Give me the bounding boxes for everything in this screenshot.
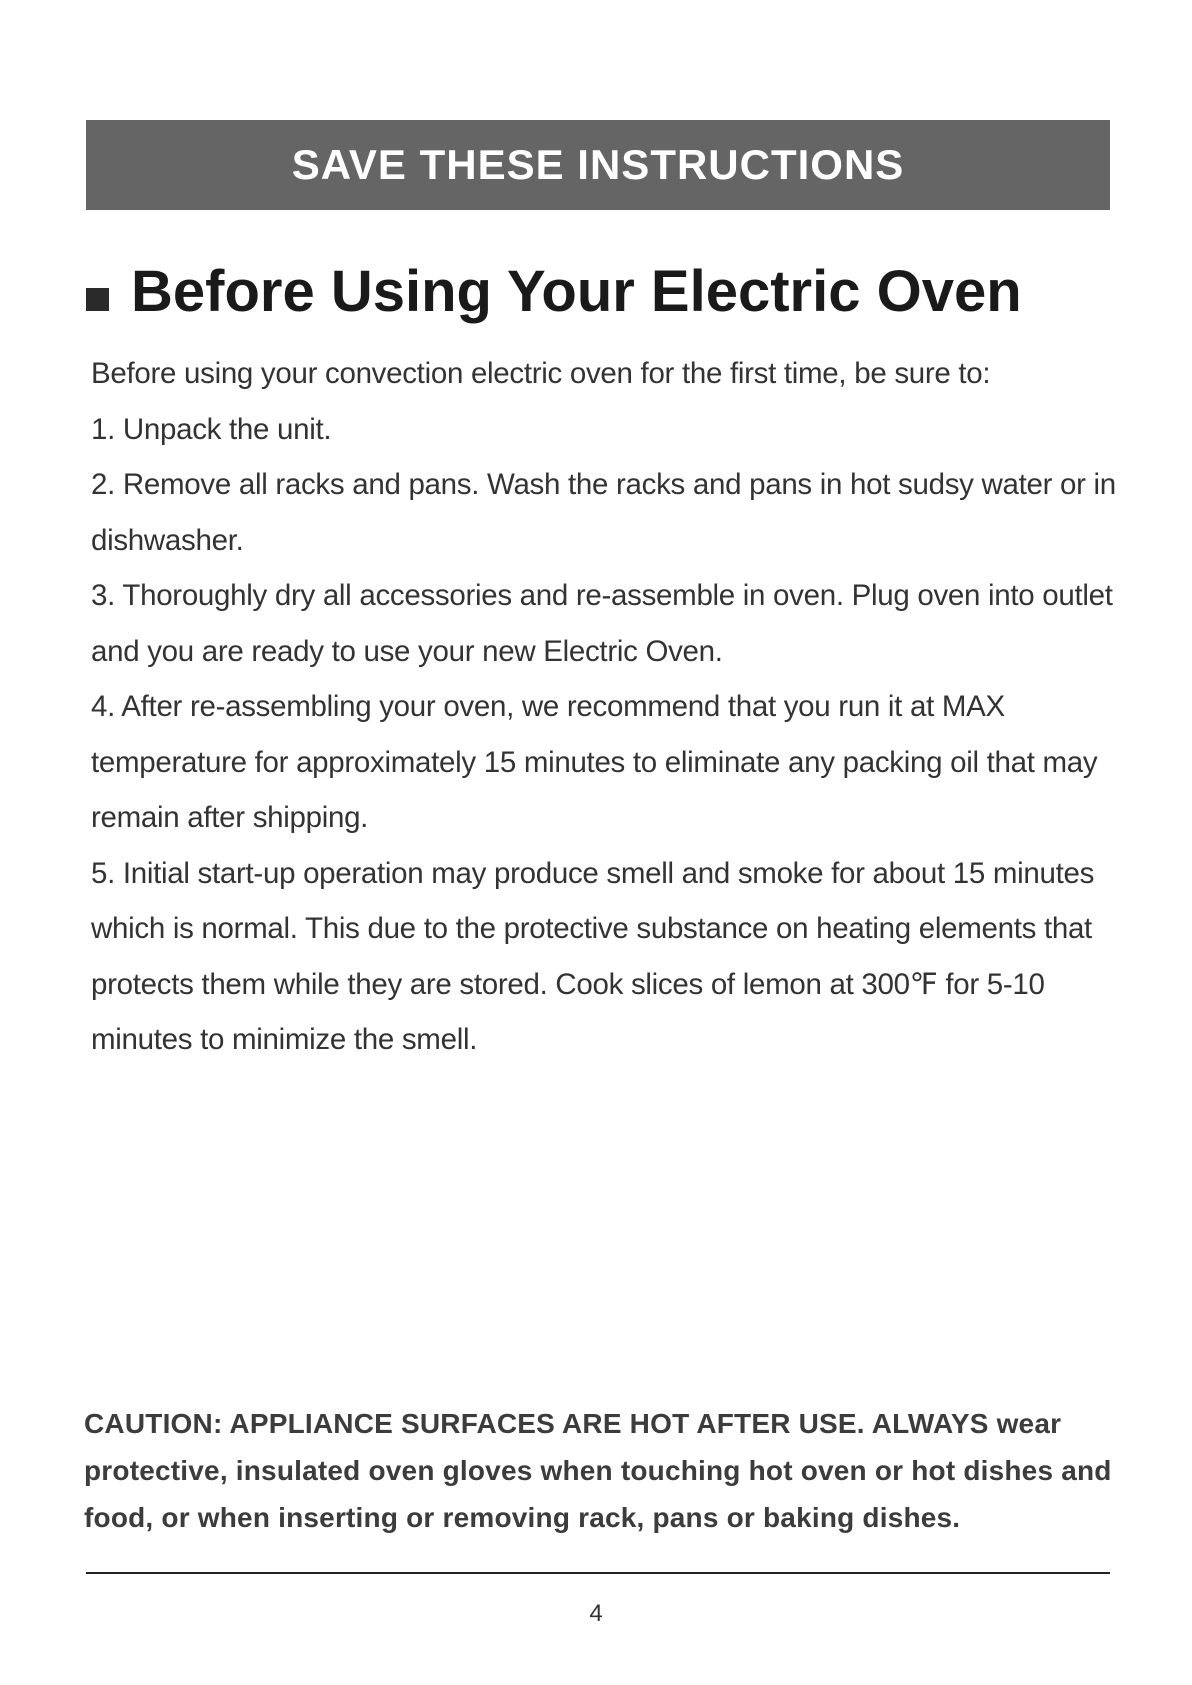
step-5: 5. Initial start-up operation may produce smell and smoke for about 15 minutes which is normal. This due to the protective substance on heating elements that protects them while they are stored. Cook slices of lemon at 300℉ for 5-10 minutes to minimize the smell.: [91, 856, 1095, 1056]
page-title: Before Using Your Electric Oven: [131, 259, 1022, 324]
caution-warning: CAUTION: APPLIANCE SURFACES ARE HOT AFTER USE. ALWAYS wear protective, insulated oven gloves when touching hot oven or hot dishes and food, or when inserting or removing rack, pans or baking dishes.: [84, 1408, 1112, 1533]
page-number: 4: [589, 1600, 603, 1627]
save-instructions-banner: [86, 120, 1110, 210]
step-3: 3. Thoroughly dry all accessories and re-assemble in oven. Plug oven into outlet and you are ready to use your new Electric Oven.: [91, 579, 1113, 668]
step-4: 4. After re-assembling your oven, we recommend that you run it at MAX temperature for approximately 15 minutes to eliminate any packing oil that may remain after shipping.: [91, 690, 1098, 834]
square-bullet-icon: [86, 288, 109, 311]
step-1: 1. Unpack the unit.: [91, 412, 332, 446]
section-heading: [86, 252, 1022, 332]
banner-title: SAVE THESE INSTRUCTIONS: [291, 141, 905, 188]
instructions-body: [91, 346, 1121, 1068]
intro-text: Before using your convection electric oven for the first time, be sure to:: [91, 357, 991, 390]
step-2: 2. Remove all racks and pans. Wash the racks and pans in hot sudsy water or in dishwasher.: [91, 468, 1116, 557]
footer-divider: [86, 1572, 1110, 1574]
